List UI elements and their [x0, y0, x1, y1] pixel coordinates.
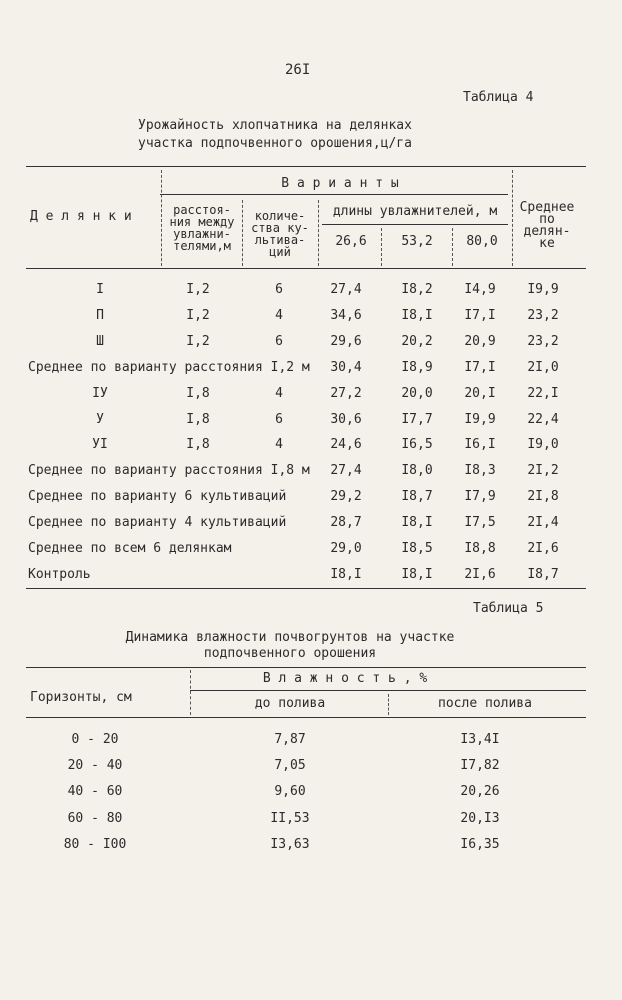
table4-row-rast: I,8 — [186, 386, 210, 401]
kolich-line3: льтива- — [254, 233, 306, 247]
sredn-line4: ке — [539, 236, 555, 251]
table5-row-horizon: 60 - 80 — [67, 811, 123, 826]
table5-title — [110, 630, 470, 662]
table4-row-avg: I9,9 — [527, 282, 559, 297]
table4-row-v3: I7,I — [464, 360, 496, 375]
table4-row-v2: I8,9 — [401, 360, 433, 375]
table4-row-v3: I7,5 — [464, 515, 496, 530]
table4-row-v1: 29,2 — [330, 489, 362, 504]
table4-row-v3: I8,8 — [464, 541, 496, 556]
table4-row-name: Среднее по варианту расстояния I,2 м — [28, 360, 310, 375]
table4-row-name: Среднее по всем 6 делянкам — [28, 541, 232, 556]
table4-row-rast: I,2 — [186, 308, 210, 323]
table4-bottom-rule — [26, 588, 586, 589]
table5-title-line2: подпочвенного орошения — [203, 646, 377, 661]
table4-row-name: Ш — [96, 334, 104, 349]
table4-row-name: Среднее по варианту 4 культиваций — [28, 515, 287, 530]
table4-row-v2: I8,I — [401, 515, 433, 530]
table5-title-line1: Динамика влажности почвогрунтов на участке — [125, 630, 455, 645]
table5-row-posle: I7,82 — [460, 758, 500, 773]
table5-row-do: 7,05 — [274, 758, 306, 773]
table4-header-d2: 53,2 — [401, 234, 433, 249]
table4-header-srednee — [514, 202, 580, 250]
table4-row-avg: 2I,2 — [527, 463, 559, 478]
table4-vline-5 — [452, 228, 453, 266]
table4-row-name: Среднее по варианту 6 культиваций — [28, 489, 287, 504]
table4-lengths-rule — [322, 224, 508, 225]
table4-row-kol: 6 — [275, 412, 283, 427]
rasst-line4: телями,м — [173, 239, 231, 253]
table4-row-v1: 29,6 — [330, 334, 362, 349]
table4-row-v3: I4,9 — [464, 282, 496, 297]
table4-row-v1: 28,7 — [330, 515, 362, 530]
table5-row-do: I3,63 — [270, 837, 310, 852]
table5-header-horizons: Горизонты, см — [30, 690, 132, 705]
table4-row-avg: I9,0 — [527, 437, 559, 452]
table4-row-name: I — [96, 282, 104, 297]
table4-vline-3 — [318, 200, 319, 266]
kolich-line1: количе- — [254, 209, 306, 223]
table4-row-name: IУ — [92, 386, 108, 401]
table4-row-rast: I,8 — [186, 412, 210, 427]
table5-row-horizon: 80 - I00 — [63, 837, 127, 852]
sredn-line1: Среднее — [519, 200, 575, 215]
kolich-line2: ства ку- — [251, 221, 309, 235]
table5-header-vlazhnost: В л а ж н о с т ь , % — [262, 671, 428, 686]
table5-row-horizon: 20 - 40 — [67, 758, 123, 773]
table5-label: Таблица 5 — [473, 601, 544, 616]
table4-row-avg: 22,4 — [527, 412, 559, 427]
table4-row-v3: 20,9 — [464, 334, 496, 349]
table4-row-v1: 27,4 — [330, 463, 362, 478]
table4-row-avg: 23,2 — [527, 334, 559, 349]
table4-row-v1: 34,6 — [330, 308, 362, 323]
table5-header-posle: после полива — [438, 696, 532, 711]
table4-variants-rule — [160, 194, 508, 195]
table4-header-varianty: В а р и а н т ы — [281, 176, 399, 191]
table4-header-kolichestvo — [244, 210, 316, 258]
table4-row-rast: I,2 — [186, 334, 210, 349]
table5-vline-2 — [388, 694, 389, 715]
table5-row-posle: I6,35 — [460, 837, 500, 852]
table5-vline-1 — [190, 670, 191, 715]
sredn-line3: делян- — [523, 224, 571, 239]
table5-header-do: до полива — [254, 696, 326, 711]
table5-row-do: II,53 — [270, 811, 310, 826]
table4-vline-1 — [161, 170, 162, 266]
table4-row-avg: 2I,4 — [527, 515, 559, 530]
table4-row-v3: I7,I — [464, 308, 496, 323]
table4-title — [120, 117, 430, 153]
table4-row-v2: 20,0 — [401, 386, 433, 401]
table5-row-do: 9,60 — [274, 784, 306, 799]
table4-row-v1: 29,0 — [330, 541, 362, 556]
table4-row-avg: I8,7 — [527, 567, 559, 582]
table4-header-d3: 80,0 — [466, 234, 498, 249]
table4-row-v1: 24,6 — [330, 437, 362, 452]
page-number: 26I — [285, 62, 311, 78]
table4-row-rast: I,8 — [186, 437, 210, 452]
kolich-line4: ций — [269, 245, 291, 259]
table4-row-avg: 2I,0 — [527, 360, 559, 375]
table4-row-v2: I8,5 — [401, 541, 433, 556]
sredn-line2: по — [539, 212, 555, 227]
table4-row-v2: I8,2 — [401, 282, 433, 297]
table4-row-avg: 22,I — [527, 386, 559, 401]
table4-row-v2: 20,2 — [401, 334, 433, 349]
table5-header-rule — [26, 717, 586, 718]
table4-row-v2: I8,I — [401, 567, 433, 582]
table4-title-line1: Урожайность хлопчатника на делянках — [138, 118, 412, 133]
table5-row-horizon: 0 - 20 — [71, 732, 119, 747]
table5-row-horizon: 40 - 60 — [67, 784, 123, 799]
table4-row-v3: I6,I — [464, 437, 496, 452]
table4-vline-2 — [242, 200, 243, 266]
table4-row-v3: I7,9 — [464, 489, 496, 504]
table4-row-v2: I8,I — [401, 308, 433, 323]
table5-row-posle: I3,4I — [460, 732, 500, 747]
table4-row-kol: 6 — [275, 282, 283, 297]
table4-row-v1: 27,2 — [330, 386, 362, 401]
table4-title-line2: участка подпочвенного орошения,ц/га — [138, 136, 412, 151]
table4-row-avg: 23,2 — [527, 308, 559, 323]
table4-row-v2: I8,0 — [401, 463, 433, 478]
table4-row-avg: 2I,8 — [527, 489, 559, 504]
table4-row-rast: I,2 — [186, 282, 210, 297]
table4-header-rasstoyanie — [164, 204, 240, 252]
rasst-line1: расстоя- — [173, 203, 231, 217]
table4-header-dliny: длины увлажнителей, м — [332, 204, 498, 219]
table4-vline-4 — [381, 228, 382, 266]
table5-row-posle: 20,26 — [460, 784, 500, 799]
table4-row-name: П — [96, 308, 104, 323]
table4-row-kol: 4 — [275, 437, 283, 452]
table4-label: Таблица 4 — [463, 90, 534, 105]
table4-header-delyanki: Д е л я н к и — [30, 209, 132, 224]
table4-row-v3: 2I,6 — [464, 567, 496, 582]
table4-row-kol: 4 — [275, 386, 283, 401]
table4-row-name: У — [96, 412, 104, 427]
table4-row-kol: 6 — [275, 334, 283, 349]
table4-header-rule — [26, 268, 586, 269]
table4-row-name: Среднее по варианту расстояния I,8 м — [28, 463, 310, 478]
table4-row-v2: I8,7 — [401, 489, 433, 504]
table5-top-rule — [26, 667, 586, 668]
table4-row-kol: 4 — [275, 308, 283, 323]
table4-top-rule — [26, 166, 586, 167]
table5-row-do: 7,87 — [274, 732, 306, 747]
table4-row-v1: 30,4 — [330, 360, 362, 375]
table4-row-v3: I8,3 — [464, 463, 496, 478]
table4-row-v1: 30,6 — [330, 412, 362, 427]
table4-row-name: Контроль — [28, 567, 91, 582]
table5-vlazh-rule — [190, 690, 586, 691]
table4-header-d1: 26,6 — [335, 234, 367, 249]
table4-vline-6 — [512, 170, 513, 266]
table4-row-v3: 20,I — [464, 386, 496, 401]
table4-row-v2: I7,7 — [401, 412, 433, 427]
rasst-line3: увлажни- — [173, 227, 231, 241]
table4-row-v2: I6,5 — [401, 437, 433, 452]
table4-row-v1: I8,I — [330, 567, 362, 582]
table4-row-name: УI — [92, 437, 108, 452]
table5-row-posle: 20,I3 — [460, 811, 500, 826]
table4-row-v1: 27,4 — [330, 282, 362, 297]
table4-row-avg: 2I,6 — [527, 541, 559, 556]
rasst-line2: ния между — [169, 215, 235, 229]
table4-row-v3: I9,9 — [464, 412, 496, 427]
